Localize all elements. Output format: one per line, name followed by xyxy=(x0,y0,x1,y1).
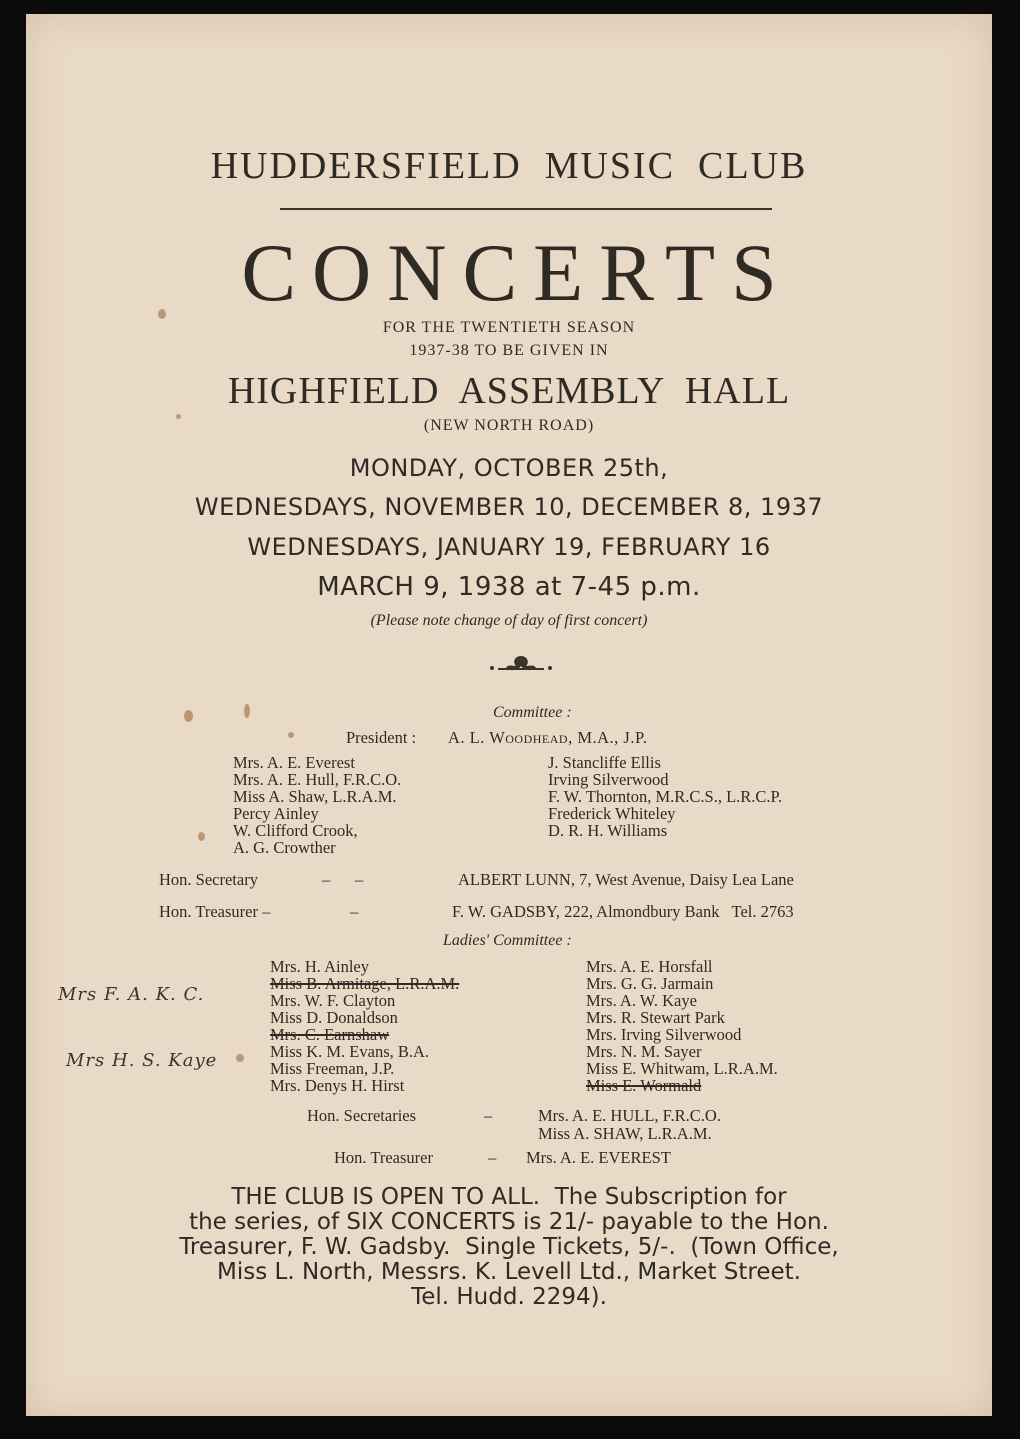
hon-treasurer-dash: – xyxy=(350,902,359,921)
ladies-member: Mrs. W. F. Clayton xyxy=(270,991,396,1010)
ladies-member: Mrs. H. Ainley xyxy=(270,957,369,976)
committee-member: Frederick Whiteley xyxy=(548,804,676,823)
ladies-hon-secretaries-value-2: Miss A. SHAW, L.R.A.M. xyxy=(538,1124,712,1143)
committee-member: Irving Silverwood xyxy=(548,770,669,789)
season-line-2: 1937-38 TO BE GIVEN IN xyxy=(409,342,609,359)
committee-member: F. W. Thornton, M.R.C.S., L.R.C.P. xyxy=(548,787,783,806)
date-line-4: MARCH 9, 1938 at 7-45 p.m. xyxy=(317,572,701,602)
title-divider xyxy=(280,208,772,210)
date-line-1: MONDAY, OCTOBER 25th, xyxy=(349,454,669,482)
ladies-member-struck: Mrs. C. Earnshaw xyxy=(270,1025,390,1044)
date-line-3: WEDNESDAYS, JANUARY 19, FEBRUARY 16 xyxy=(247,533,771,561)
ladies-member-struck: Miss B. Armitage, L.R.A.M. xyxy=(270,974,460,993)
ladies-member: Mrs. A. W. Kaye xyxy=(586,991,697,1010)
ornament-icon xyxy=(486,652,556,676)
committee-member: Mrs. A. E. Everest xyxy=(233,753,355,772)
hon-secretary-value: ALBERT LUNN, 7, West Avenue, Daisy Lea Lane xyxy=(458,870,794,889)
stain-mark xyxy=(244,704,250,718)
footer-line-5: Tel. Hudd. 2294). xyxy=(411,1284,607,1310)
committee-member: Percy Ainley xyxy=(233,804,319,823)
committee-member: A. G. Crowther xyxy=(233,838,336,857)
committee-member: J. Stancliffe Ellis xyxy=(548,753,661,772)
footer-line-2: the series, of SIX CONCERTS is 21/- payable to the Hon. xyxy=(189,1209,829,1235)
ladies-committee-heading: Ladies' Committee : xyxy=(443,932,572,949)
ladies-member: Mrs. G. G. Jarmain xyxy=(586,974,714,993)
ladies-member: Mrs. A. E. Horsfall xyxy=(586,957,713,976)
ladies-member: Miss Freeman, J.P. xyxy=(270,1059,395,1078)
committee-heading: Committee : xyxy=(493,704,572,721)
date-change-note: (Please note change of day of first concert) xyxy=(370,612,648,629)
stain-mark xyxy=(198,832,205,841)
ladies-hon-secretaries-value-1: Mrs. A. E. HULL, F.R.C.O. xyxy=(538,1106,721,1125)
ladies-member: Miss D. Donaldson xyxy=(270,1008,398,1027)
president-label: President : xyxy=(346,728,417,747)
hon-treasurer-value: F. W. GADSBY, 222, Almondbury Bank Tel. 2763 xyxy=(452,902,794,921)
president-name: A. L. Woodhead, M.A., J.P. xyxy=(448,728,648,747)
ladies-member: Mrs. Irving Silverwood xyxy=(586,1025,742,1044)
club-name: HUDDERSFIELD MUSIC CLUB xyxy=(210,145,808,187)
committee-member: Miss A. Shaw, L.R.A.M. xyxy=(233,787,397,806)
venue-name: HIGHFIELD ASSEMBLY HALL xyxy=(227,370,791,412)
ladies-hon-secretaries-label: Hon. Secretaries xyxy=(307,1106,417,1125)
ladies-member: Mrs. R. Stewart Park xyxy=(586,1008,725,1027)
hon-secretary-label: Hon. Secretary xyxy=(159,870,258,889)
committee-member: Mrs. A. E. Hull, F.R.C.O. xyxy=(233,770,402,789)
stain-mark xyxy=(236,1054,244,1062)
ladies-member-struck: Miss E. Wormald xyxy=(586,1076,702,1095)
ladies-hon-treasurer-label: Hon. Treasurer xyxy=(334,1148,433,1167)
stain-mark xyxy=(288,732,294,738)
footer-line-3: Treasurer, F. W. Gadsby. Single Tickets, 5/-. (Town Office, xyxy=(179,1234,839,1260)
ladies-hon-treasurer-value: Mrs. A. E. EVEREST xyxy=(526,1148,671,1167)
date-line-2: WEDNESDAYS, NOVEMBER 10, DECEMBER 8, 1937 xyxy=(194,493,824,521)
footer-line-4: Miss L. North, Messrs. K. Levell Ltd., Market Street. xyxy=(217,1259,801,1285)
ladies-member: Miss E. Whitwam, L.R.A.M. xyxy=(586,1059,778,1078)
ladies-member: Miss K. M. Evans, B.A. xyxy=(270,1042,430,1061)
venue-address: (NEW NORTH ROAD) xyxy=(423,417,595,434)
ladies-member: Mrs. N. M. Sayer xyxy=(586,1042,702,1061)
hon-secretary-dashes: – – xyxy=(322,870,364,889)
committee-member: W. Clifford Crook, xyxy=(233,821,358,840)
concerts-title: CONCERTS xyxy=(241,227,793,318)
ladies-member: Mrs. Denys H. Hirst xyxy=(270,1076,405,1095)
stain-mark xyxy=(184,710,193,722)
hon-treasurer-label: Hon. Treasurer – xyxy=(159,902,271,921)
committee-member: D. R. H. Williams xyxy=(548,821,668,840)
ladies-hon-secretaries-dash: – xyxy=(484,1106,493,1125)
handwritten-note: Mrs H. S. Kaye xyxy=(66,1050,218,1071)
ladies-hon-treasurer-dash: – xyxy=(488,1148,497,1167)
handwritten-note: Mrs F. A. K. C. xyxy=(58,984,205,1005)
programme-sheet xyxy=(26,14,992,1416)
season-line-1: FOR THE TWENTIETH SEASON xyxy=(382,319,636,336)
footer-line-1: THE CLUB IS OPEN TO ALL. The Subscription for xyxy=(231,1184,787,1210)
